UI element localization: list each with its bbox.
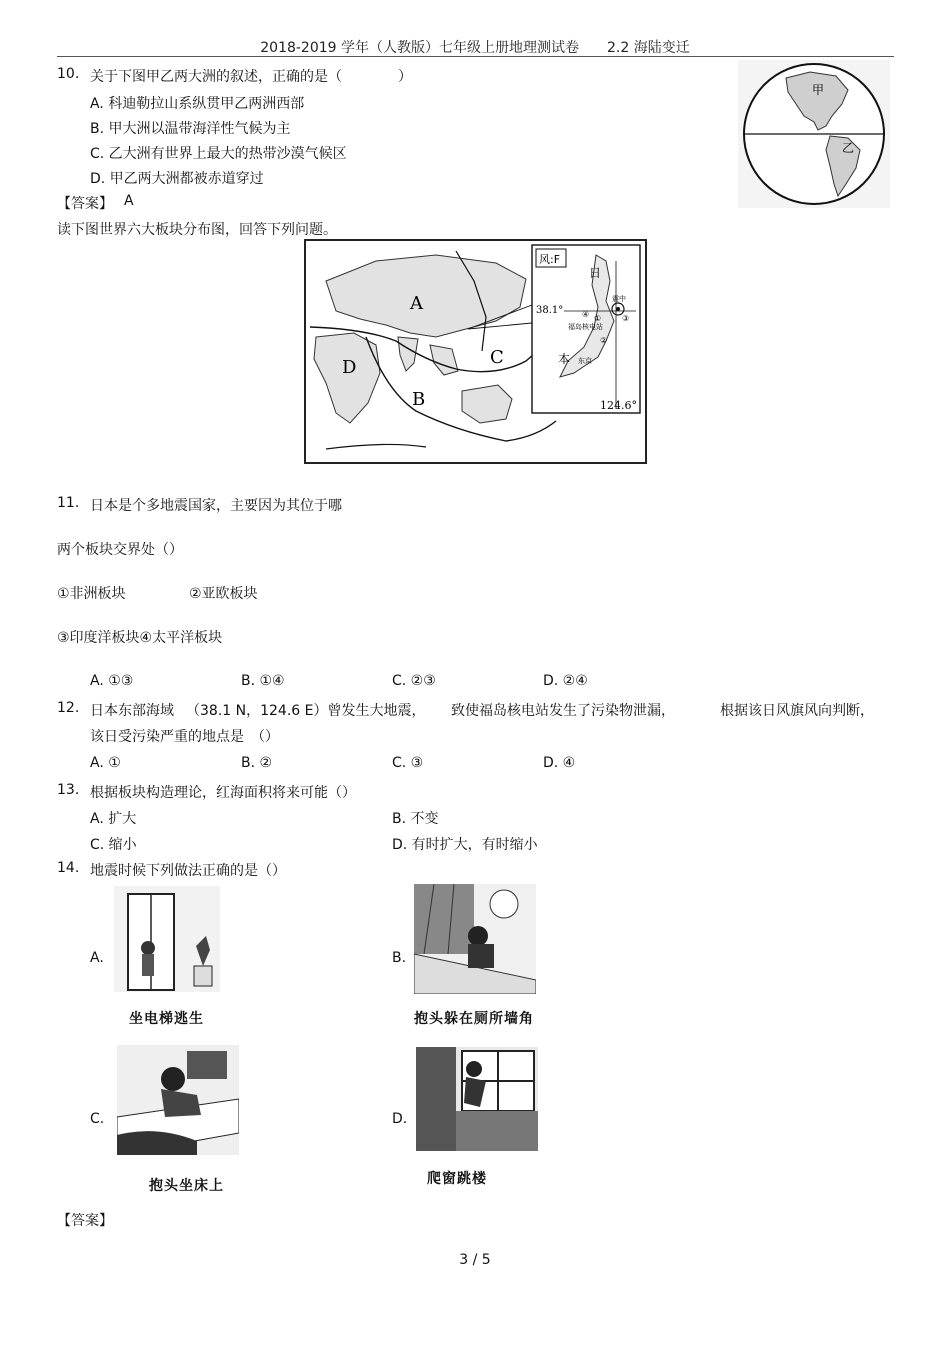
q12-option-c: C. ③ xyxy=(392,755,424,771)
globe-label-jia: 甲 xyxy=(812,83,825,97)
q13-option-b: B. 不变 xyxy=(392,811,439,827)
inset-epicenter-label: 震中 xyxy=(612,295,626,303)
q11-option-d: D. ②④ xyxy=(543,673,588,689)
q14-picture-a xyxy=(114,886,220,992)
plate-map-drawing xyxy=(306,241,645,462)
q11-number: 11. xyxy=(57,495,80,511)
inset-tokyo-label: 东京 xyxy=(578,357,592,365)
q13-option-c: C. 缩小 xyxy=(90,837,137,853)
inset-mark-3: ③ xyxy=(622,314,630,323)
q11-stem-line2: 两个板块交界处（） xyxy=(57,542,183,558)
q11-stem-line1: 日本是个多地震国家，主要因为其位于哪 xyxy=(90,498,342,514)
plate-label-c: C xyxy=(490,347,504,368)
inset-char-ben: 本 xyxy=(558,352,571,366)
plate-intro: 读下图世界六大板块分布图，回答下列问题。 xyxy=(57,222,337,238)
q14-picture-d xyxy=(416,1047,538,1151)
q11-option-c: C. ②③ xyxy=(392,673,436,689)
inset-fukushima-label: 福岛核电站 xyxy=(568,323,603,331)
q10-option-b: B. 甲大洲以温带海洋性气候为主 xyxy=(90,121,291,137)
q10-number: 10. xyxy=(57,66,80,82)
inset-mark-1: ① xyxy=(594,314,602,323)
q14-caption-a: 坐电梯逃生 xyxy=(129,1011,204,1027)
q12-option-d: D. ④ xyxy=(543,755,576,771)
q14-number: 14. xyxy=(57,860,80,876)
q13-number: 13. xyxy=(57,782,80,798)
q10-option-c: C. 乙大洲有世界上最大的热带沙漠气候区 xyxy=(90,146,347,162)
plate-label-d: D xyxy=(342,357,357,378)
q12-option-b: B. ② xyxy=(241,755,273,771)
inset-longitude: 124.6° xyxy=(600,399,637,412)
globe-label-yi: 乙 xyxy=(842,141,855,155)
q14-picture-b xyxy=(414,884,536,994)
inset-mark-2: ② xyxy=(600,336,608,345)
q12-stem-part4: 根据该日风旗风向判断， xyxy=(720,703,874,719)
q10-option-d: D. 甲乙两大洲都被赤道穿过 xyxy=(90,171,264,187)
inset-wind-label: 风:F xyxy=(539,253,561,266)
q11-option-b: B. ①④ xyxy=(241,673,285,689)
q12-stem-line2: 该日受污染严重的地点是 （） xyxy=(90,729,279,745)
plate-map-figure xyxy=(304,239,647,464)
q10-stem: 关于下图甲乙两大洲的叙述，正确的是（ ） xyxy=(90,69,412,85)
globe-figure xyxy=(738,60,890,208)
page-header: 2018-2019 学年（人教版）七年级上册地理测试卷 2.2 海陆变迁 xyxy=(260,40,690,56)
q13-option-a: A. 扩大 xyxy=(90,811,137,827)
q14-option-b-letter: B. xyxy=(392,950,407,966)
q14-stem: 地震时候下列做法正确的是（） xyxy=(90,863,286,879)
inset-char-ri: 日 xyxy=(589,266,602,280)
q12-option-a: A. ① xyxy=(90,755,121,771)
q11-item-2: ②亚欧板块 xyxy=(189,586,258,602)
inset-latitude: 38.1° xyxy=(536,305,564,316)
q10-answer-label: 【答案】 xyxy=(57,196,113,212)
q10-answer-value: A xyxy=(124,193,134,209)
globe-drawing xyxy=(738,60,890,208)
header-rule xyxy=(57,56,894,57)
q14-option-a-letter: A. xyxy=(90,950,104,966)
q14-option-d-letter: D. xyxy=(392,1111,408,1127)
q12-number: 12. xyxy=(57,700,80,716)
q12-stem-part2: （38.1 N，124.6 E）曾发生大地震， xyxy=(186,703,426,719)
q14-picture-c xyxy=(117,1045,239,1155)
q13-option-d: D. 有时扩大，有时缩小 xyxy=(392,837,538,853)
q14-caption-b: 抱头躲在厕所墙角 xyxy=(414,1011,534,1027)
q11-items-3-4: ③印度洋板块④太平洋板块 xyxy=(57,630,223,646)
q13-stem: 根据板块构造理论，红海面积将来可能（） xyxy=(90,785,356,801)
inset-mark-4: ④ xyxy=(582,310,590,319)
plate-label-a: A xyxy=(410,293,423,314)
q12-stem-part3: 致使福岛核电站发生了污染物泄漏， xyxy=(451,703,675,719)
q11-item-1: ①非洲板块 xyxy=(57,586,126,602)
q14-option-c-letter: C. xyxy=(90,1111,105,1127)
plate-label-b: B xyxy=(412,389,426,410)
q10-option-a: A. 科迪勒拉山系纵贯甲乙两洲西部 xyxy=(90,96,305,112)
page-number: 3 / 5 xyxy=(459,1252,491,1268)
q14-caption-d: 爬窗跳楼 xyxy=(427,1171,487,1187)
q11-option-a: A. ①③ xyxy=(90,673,134,689)
q14-answer-label: 【答案】 xyxy=(57,1213,113,1229)
q12-stem-part1: 日本东部海域 xyxy=(90,703,174,719)
q14-caption-c: 抱头坐床上 xyxy=(149,1178,224,1194)
